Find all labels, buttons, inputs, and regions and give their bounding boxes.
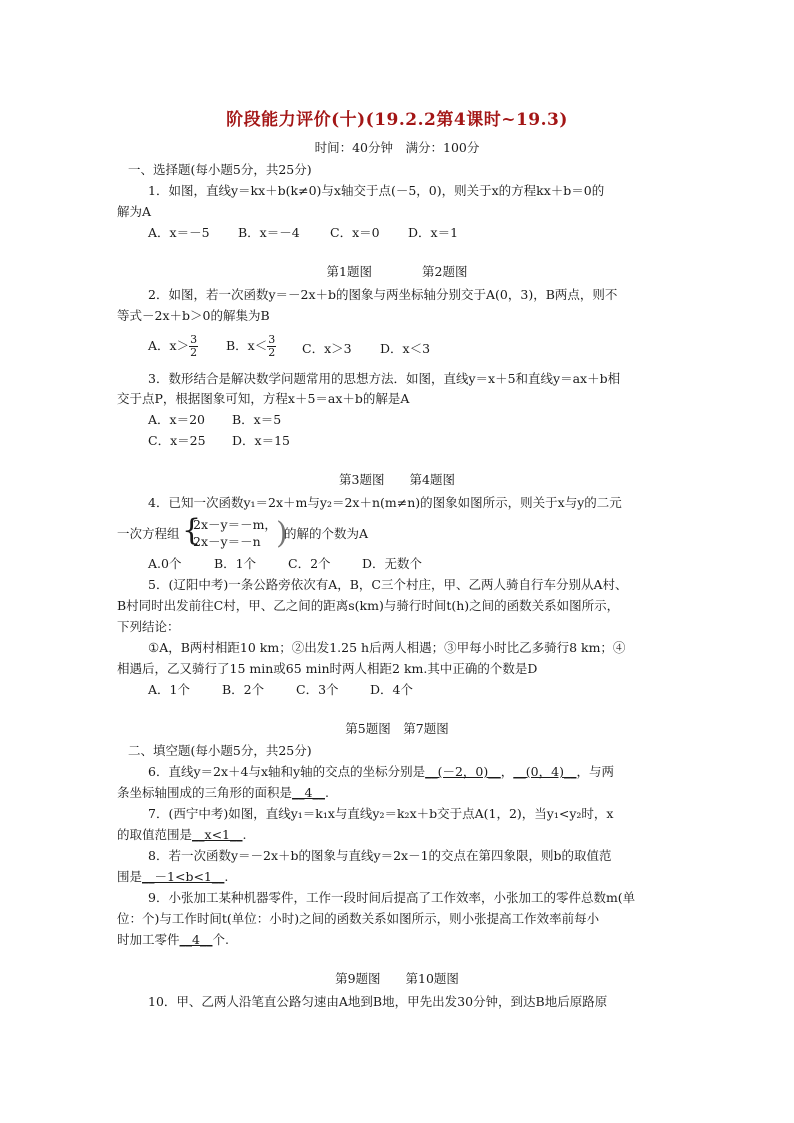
q3-option-c: C．x＝25 (148, 433, 206, 448)
q2-text-line1: 2．如图，若一次函数y＝－2x＋b的图象与两坐标轴分别交于A(0，3)，B两点，则不 (148, 287, 618, 302)
q1-option-c: C．x＝0 (330, 225, 380, 240)
q8-answer: __－1<b<1__ (142, 869, 225, 884)
q3-option-d: D．x＝15 (232, 433, 290, 448)
q7-stem: 的取值范围是 (117, 827, 193, 842)
q9-text-line3 (117, 932, 229, 948)
q7-stem-end: . (242, 827, 247, 842)
q4-option-b: B．1个 (214, 556, 257, 571)
q5-option-a: A．1个 (148, 682, 190, 697)
q4-equation-system (182, 513, 278, 551)
q4-option-d: D．无数个 (362, 556, 423, 571)
fraction-three-halves (267, 334, 276, 359)
q8-stem: 围是 (117, 869, 143, 884)
q2-option-a-label: A．x＞ (148, 338, 190, 353)
q10-text-line1: 10．甲、乙两人沿笔直公路匀速由A地到B地，甲先出发30分钟，到达B地后原路原 (148, 994, 608, 1009)
q5-option-b: B．2个 (222, 682, 265, 697)
fraction-denominator: 2 (268, 346, 276, 359)
left-brace: { (182, 513, 202, 548)
q1-text-line2: 解为A (117, 204, 152, 219)
q5-text-line1: 5．(辽阳中考)一条公路旁依次有A，B，C三个村庄，甲、乙两人骑自行车分别从A村、 (148, 577, 628, 592)
q6-stem-c: 条坐标轴围成的三角形的面积是 (117, 785, 293, 800)
q6-text-line2 (117, 785, 329, 801)
q4-option-c: C．2个 (288, 556, 331, 571)
fraction-three-halves (189, 334, 198, 359)
q8-stem-end: . (224, 869, 229, 884)
q3-text-line2: 交于点P，根据图象可知，方程x＋5＝ax＋b的解是A (117, 391, 410, 406)
right-brace-mark: ) (276, 516, 288, 551)
q5-text-line2: B村同时出发前往C村，甲、乙之间的距离s(km)与骑行时间t(h)之间的函数关系如图所示， (117, 598, 620, 613)
page-title: 阶段能力评价(十)(19.2.2第4课时~19.3) (226, 110, 568, 130)
q2-option-c: C．x＞3 (302, 341, 352, 356)
figure-caption-5-7: 第5题图 第7题图 (345, 721, 449, 736)
q4-option-a: A.0个 (148, 556, 182, 571)
fraction-numerator: 3 (190, 333, 198, 346)
q7-text-line1: 7．(西宁中考)如图，直线y₁＝k₁x与直线y₂＝k₂x＋b交于点A(1，2)，当y₁<y₂时，x (148, 806, 614, 821)
q6-answer-x-intercept: __(－2，0)__ (425, 764, 501, 779)
figure-caption-9-10: 第9题图 第10题图 (335, 971, 459, 986)
q4-system-prefix: 一次方程组 (117, 526, 180, 541)
q9-stem-end: 个. (212, 932, 229, 947)
q9-answer: __4__ (179, 932, 213, 947)
q2-option-d: D．x＜3 (380, 341, 431, 356)
q2-option-a (148, 334, 198, 359)
section-heading-fill: 二、填空题(每小题5分，共25分) (128, 743, 312, 758)
q9-text-line2: 位：个)与工作时间t(单位：小时)之间的函数关系如图所示，则小张提高工作效率前每小 (117, 911, 600, 926)
q6-stem-a: 6．直线y＝2x＋4与x轴和y轴的交点的坐标分别是 (148, 764, 426, 779)
q5-option-d: D．4个 (370, 682, 413, 697)
q7-text-line2 (117, 827, 246, 843)
q6-stem-d: . (324, 785, 329, 800)
q6-stem-b: ，与两 (576, 764, 614, 779)
q7-answer: __x<1__ (192, 827, 243, 842)
q3-option-b: B．x＝5 (232, 412, 282, 427)
q6-text-line1 (148, 764, 614, 780)
fraction-numerator: 3 (268, 333, 276, 346)
q1-option-d: D．x＝1 (408, 225, 459, 240)
q4-equation-1: 2x－y＝－m， (193, 517, 277, 532)
q6-separator: ， (500, 764, 514, 779)
q9-text-line1: 9．小张加工某种机器零件，工作一段时间后提高了工作效率，小张加工的零件总数m(单 (148, 890, 636, 905)
q8-text-line2 (117, 869, 228, 885)
q4-text-line1: 4．已知一次函数y₁＝2x＋m与y₂＝2x＋n(m≠n)的图象如图所示，则关于x与y的二元 (148, 495, 622, 510)
q8-text-line1: 8．若一次函数y＝－2x＋b的图象与直线y＝2x－1的交点在第四象限，则b的取值范 (148, 848, 612, 863)
q2-option-b (226, 334, 276, 359)
fraction-denominator: 2 (190, 346, 198, 359)
figure-caption-3-4: 第3题图 第4题图 (339, 472, 455, 487)
q2-option-b-label: B．x＜ (226, 338, 268, 353)
q5-text-line3: 下列结论： (117, 619, 180, 634)
q9-stem: 时加工零件 (117, 932, 180, 947)
q1-option-a: A．x＝－5 (148, 225, 210, 240)
q5-text-line4: ①A，B两村相距10 km；②出发1.25 h后两人相遇；③甲每小时比乙多骑行8 km；④ (148, 640, 626, 655)
q5-option-c: C．3个 (296, 682, 339, 697)
section-heading-choice: 一、选择题(每小题5分，共25分) (128, 162, 312, 177)
q1-text-line1: 1．如图，直线y＝kx＋b(k≠0)与x轴交于点(－5，0)，则关于x的方程kx＋b＝0的 (148, 183, 605, 198)
q6-answer-y-intercept: __(0，4)__ (513, 764, 577, 779)
q3-text-line1: 3．数形结合是解决数学问题常用的思想方法．如图，直线y＝x＋5和直线y＝ax＋b相 (148, 371, 621, 386)
q2-text-line2: 等式－2x＋b＞0的解集为B (117, 308, 270, 323)
q5-text-line5: 相遇后，乙又骑行了15 min或65 min时两人相距2 km.其中正确的个数是D (117, 661, 538, 676)
exam-meta: 时间：40分钟 满分：100分 (314, 140, 480, 155)
q3-option-a: A．x＝20 (148, 412, 205, 427)
figure-caption-1-2: 第1题图 第2题图 (326, 264, 468, 279)
q4-system-suffix: 的解的个数为A (284, 526, 369, 541)
q6-answer-area: __4__ (292, 785, 325, 800)
q4-equation-2: 2x－y＝－n (193, 534, 261, 549)
q1-option-b: B．x＝－4 (238, 225, 300, 240)
